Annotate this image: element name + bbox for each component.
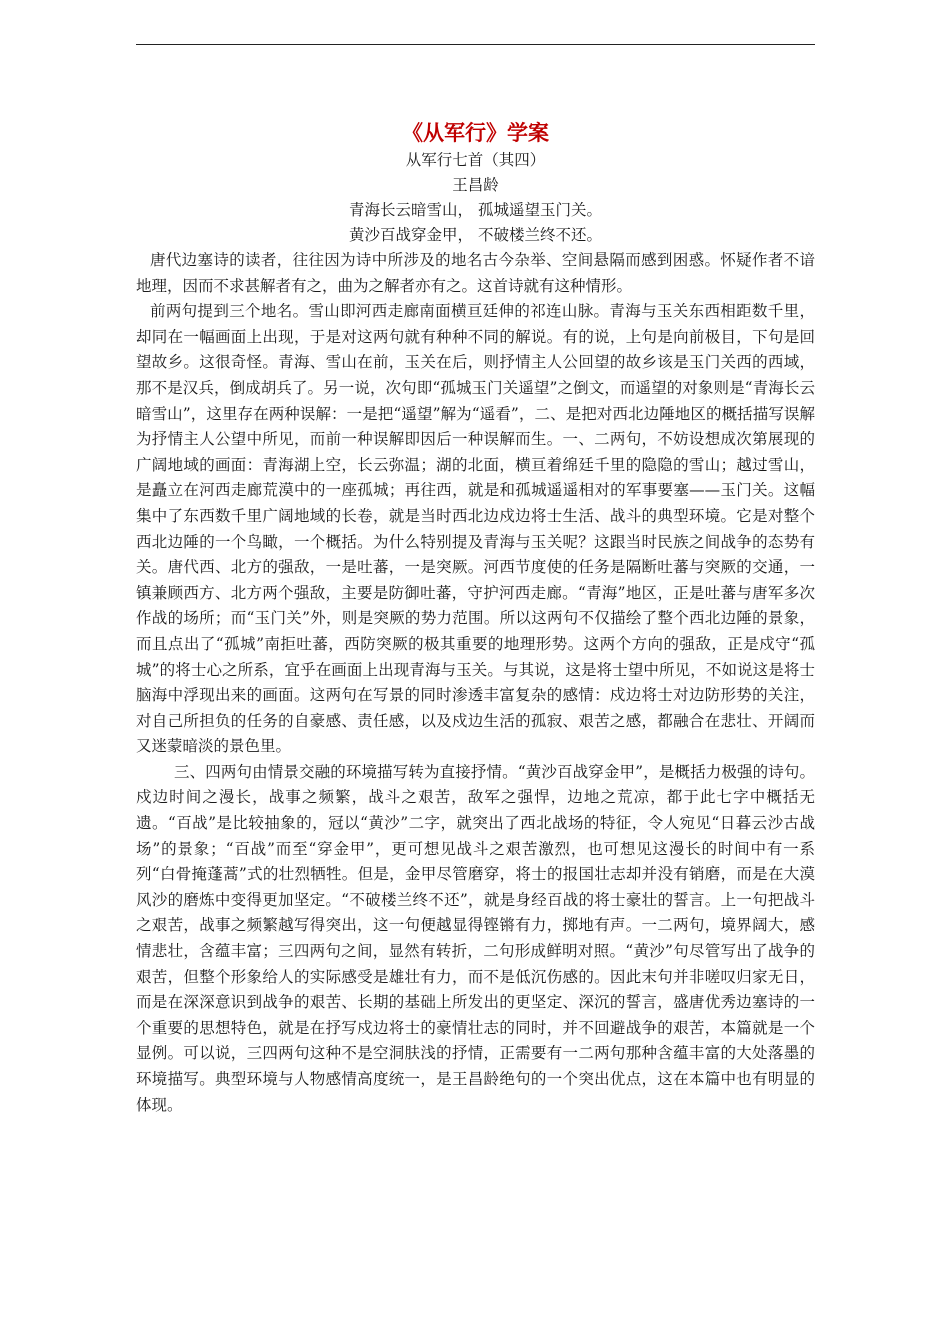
- paragraph-1: 唐代边塞诗的读者，往往因为诗中所涉及的地名古今杂举、空间悬隔而感到困惑。怀疑作者不谙地理，因而不求甚解者有之，曲为之解者亦有之。这首诗就有这种情形。: [136, 251, 815, 295]
- poem-author: 王昌龄: [452, 176, 499, 194]
- poem-subtitle: 从军行七首（其四）: [405, 151, 546, 169]
- poem-line-2: 黄沙百战穿金甲， 不破楼兰终不还。: [349, 226, 602, 244]
- document-body: [136, 118, 815, 1118]
- paragraph-3: 三、四两句由情景交融的环境描写转为直接抒情。“黄沙百战穿金甲”，是概括力极强的诗句。戍边时间之漫长，战事之频繁，战斗之艰苦，敌军之强悍，边地之荒凉，都于此七字中概括无遗。“百战”是比较抽象的，冠以“黄沙”二字，就突出了西北战场的特征，令人宛见“日暮云沙古战场”的景象；“百战”而至“穿金甲”，更可想见战斗之艰苦激烈，也可想见这漫长的时间中有一系列“白骨掩蓬蒿”式的壮烈牺牲。但是，金甲尽管磨穿，将士的报国壮志却并没有销磨，而是在大漠风沙的磨炼中变得更加坚定。“不破楼兰终不还”，就是身经百战的将士豪壮的誓言。上一句把战斗之艰苦，战事之频繁越写得突出，这一句便越显得铿锵有力，掷地有声。一二两句，境界阔大，感情悲壮，含蕴丰富；三四两句之间，显然有转折，二句形成鲜明对照。“黄沙”句尽管写出了战争的艰苦，但整个形象给人的实际感受是雄壮有力，而不是低沉伤感的。因此末句并非嗟叹归家无日，而是在深深意识到战争的艰苦、长期的基础上所发出的更坚定、深沉的誓言，盛唐优秀边塞诗的一个重要的思想特色，就是在抒写戍边将士的豪情壮志的同时，并不回避战争的艰苦，本篇就是一个显例。可以说，三四两句这种不是空洞肤浅的抒情，正需要有一二两句那种含蕴丰富的大处落墨的环境描写。典型环境与人物感情高度统一，是王昌龄绝句的一个突出优点，这在本篇中也有明显的体现。: [136, 762, 815, 1114]
- poem-line-1: 青海长云暗雪山， 孤城遥望玉门关。: [349, 201, 602, 219]
- paragraph-2: 前两句提到三个地名。雪山即河西走廊南面横亘廷伸的祁连山脉。青海与玉关东西相距数千里，却同在一幅画面上出现，于是对这两句就有种种不同的解说。有的说，上句是向前极目，下句是回望故乡。这很奇怪。青海、雪山在前，玉关在后，则抒情主人公回望的故乡该是玉门关西的西域，那不是汉兵，倒成胡兵了。另一说，次句即“孤城玉门关遥望”之倒文，而遥望的对象则是“青海长云暗雪山”，这里存在两种误解：一是把“遥望”解为“遥看”，二、是把对西北边陲地区的概括描写误解为抒情主人公望中所见，而前一种误解即因后一种误解而生。一、二两句，不妨设想成次第展现的广阔地域的画面：青海湖上空，长云弥温；湖的北面，横亘着绵廷千里的隐隐的雪山；越过雪山，是矗立在河西走廊荒漠中的一座孤城；再往西，就是和孤城遥遥相对的军事要塞——玉门关。这幅集中了东西数千里广阔地域的长卷，就是当时西北边戍边将士生活、战斗的典型环境。它是对整个西北边陲的一个鸟瞰，一个概括。为什么特别提及青海与玉关呢？这跟当时民族之间战争的态势有关。唐代西、北方的强敌，一是吐蕃，一是突厥。河西节度使的任务是隔断吐蕃与突厥的交通，一镇兼顾西方、北方两个强敌，主要是防御吐蕃，守护河西走廊。“青海”地区，正是吐蕃与唐军多次作战的场所；而“玉门关”外，则是突厥的势力范围。所以这两句不仅描绘了整个西北边陲的景象，而且点出了“孤城”南拒吐蕃，西防突厥的极其重要的地理形势。这两个方向的强敌，正是戍守“孤城”的将士心之所系，宜乎在画面上出现青海与玉关。与其说，这是将士望中所见，不如说这是将士脑海中浮现出来的画面。这两句在写景的同时渗透丰富复杂的感情：戍边将士对边防形势的关注，对自己所担负的任务的自豪感、责任感，以及戍边生活的孤寂、艰苦之感，都融合在悲壮、开阔而又迷蒙暗淡的景色里。: [136, 302, 815, 756]
- document-title: 《从军行》学案: [402, 120, 549, 145]
- header-rule: [136, 44, 815, 45]
